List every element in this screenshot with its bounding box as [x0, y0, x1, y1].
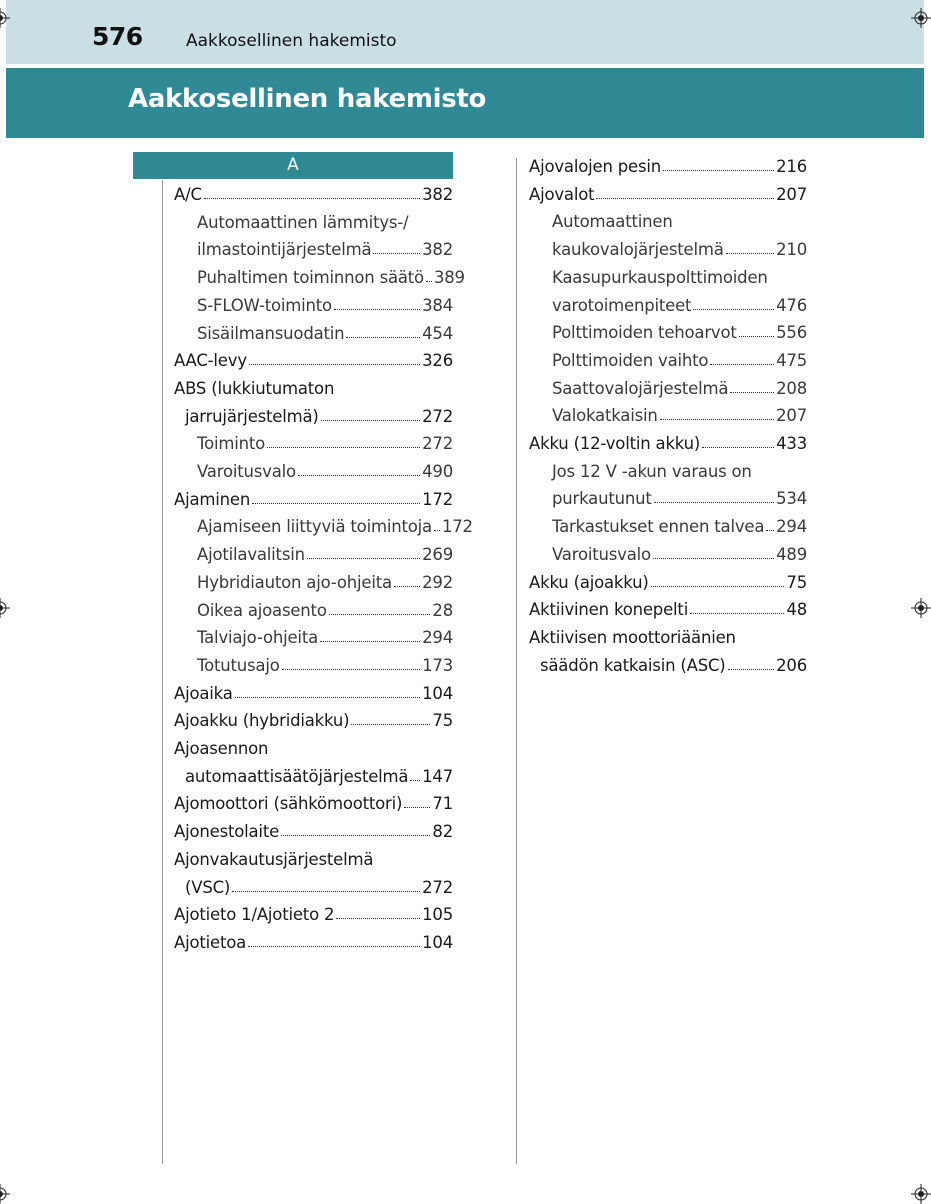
leader-dots: [730, 392, 774, 393]
index-entry: [174, 817, 453, 841]
index-entry-term: ilmastointijärjestelmä: [197, 240, 372, 260]
leader-dots: [410, 780, 420, 781]
index-entry-term: Ajamiseen liittyviä toimintoja: [197, 517, 432, 537]
index-entry-page: 269: [422, 545, 453, 565]
index-entry-page: 490: [422, 462, 453, 481]
leader-dots: [281, 835, 430, 836]
index-entry: [529, 568, 807, 592]
leader-dots: [434, 530, 440, 531]
index-entry: [185, 762, 453, 786]
index-entry-term: Aktiivinen konepelti: [529, 600, 689, 620]
index-entry: [174, 346, 453, 370]
index-entry: [197, 651, 453, 675]
index-entry-page: 272: [422, 406, 453, 426]
index-entry-term: Aktiivisen moottoriäänien: [529, 627, 736, 647]
index-entry-page: 292: [422, 572, 453, 592]
index-entry-page: 71: [432, 794, 453, 814]
leader-dots: [204, 198, 420, 199]
leader-dots: [766, 530, 774, 531]
index-entry-term: S-FLOW-toiminto: [197, 295, 332, 315]
index-entry-term: Jos 12 V -akun varaus on: [552, 461, 752, 481]
index-entry-page: 272: [422, 434, 453, 454]
index-entry: [174, 734, 453, 758]
index-entry-page: 534: [776, 489, 807, 509]
leader-dots: [394, 586, 420, 587]
registration-mark-icon: [0, 8, 10, 28]
index-entry-page: 382: [422, 185, 453, 204]
index-entry-page: 207: [776, 184, 807, 204]
index-entry-term: A/C: [174, 185, 202, 204]
index-entry-page: 210: [776, 240, 807, 260]
index-entry-term: Ajomoottori (sähkömoottori): [174, 794, 403, 814]
index-entry-term: (VSC): [185, 877, 231, 897]
registration-mark-icon: [911, 598, 931, 618]
index-entry: [529, 180, 807, 204]
leader-dots: [404, 807, 430, 808]
leader-dots: [321, 420, 420, 421]
index-entry: [174, 789, 453, 813]
section-letter-header: A: [133, 152, 453, 179]
index-entry-term: ABS (lukkiutumaton: [174, 378, 335, 398]
index-entry: [197, 263, 465, 288]
leader-dots: [693, 309, 774, 310]
leader-dots: [596, 198, 774, 199]
page-number: 576: [92, 22, 143, 51]
index-entry-term: AAC-levy: [174, 351, 247, 371]
index-entry-term: Ajaminen: [174, 489, 251, 509]
index-entry-term: Automaattinen: [552, 212, 673, 232]
index-entry: [552, 484, 807, 508]
leader-dots: [267, 447, 420, 448]
index-entry-term: Ajonvakautusjärjestelmä: [174, 849, 374, 869]
leader-dots: [282, 669, 420, 670]
index-entry-term: Ajotieto 1/Ajotieto 2: [174, 905, 335, 925]
index-entry: [185, 402, 453, 426]
index-entry: [540, 651, 807, 675]
leader-dots: [252, 503, 420, 504]
index-entry-page: 28: [432, 600, 453, 620]
index-entry: [552, 207, 807, 231]
index-entry-term: Toiminto: [197, 434, 266, 454]
index-entry-page: 105: [422, 905, 453, 925]
leader-dots: [320, 641, 420, 642]
index-entry-term: Sisäilmansuodatin: [197, 323, 345, 343]
index-entry-term: Polttimoiden vaihto: [552, 350, 709, 370]
leader-dots: [329, 614, 431, 615]
leader-dots: [298, 475, 420, 476]
leader-dots: [334, 309, 420, 310]
index-entry-page: 75: [432, 711, 453, 731]
leader-dots: [307, 558, 420, 559]
index-entry-page: 82: [432, 822, 453, 842]
index-entry: [552, 540, 807, 564]
index-entry: [529, 152, 807, 176]
index-entry-term: Ajoaika: [174, 683, 233, 703]
index-entry-term: Oikea ajoasento: [197, 600, 327, 620]
index-entry: [552, 374, 807, 398]
leader-dots: [351, 724, 430, 725]
index-entry-term: jarrujärjestelmä): [185, 406, 319, 426]
index-entry: [552, 263, 807, 287]
index-entry: [174, 706, 453, 730]
index-entry: [529, 595, 807, 619]
index-entry-term: säädön katkaisin (ASC): [540, 655, 726, 675]
leader-dots: [654, 502, 774, 503]
column-divider: [162, 180, 163, 1164]
index-entry-term: Ajoasennon: [174, 739, 269, 758]
index-entry-page: 294: [422, 628, 453, 648]
index-entry: [197, 235, 453, 259]
index-entry-term: Ajonestolaite: [174, 822, 280, 842]
leader-dots: [426, 281, 432, 282]
index-entry-page: 104: [422, 683, 453, 703]
index-entry-page: 326: [422, 351, 453, 371]
index-entry-page: 207: [776, 406, 807, 426]
index-entry-term: Polttimoiden tehoarvot: [552, 323, 737, 343]
index-entry-term: kaukovalojärjestelmä: [552, 240, 724, 260]
leader-dots: [346, 337, 420, 338]
index-entry-term: Saattovalojärjestelmä: [552, 378, 729, 398]
index-entry-page: 75: [786, 572, 807, 592]
index-entry-term: Ajotietoa: [174, 932, 247, 952]
index-entry-page: 208: [776, 378, 807, 398]
index-entry-page: 272: [422, 877, 453, 897]
leader-dots: [663, 170, 774, 171]
index-entry-page: 433: [776, 434, 807, 453]
index-entry: [174, 928, 453, 952]
index-entry: [197, 512, 473, 537]
index-entry-term: Kaasupurkauspolttimoiden: [552, 267, 768, 287]
index-entry-term: Ajovalot: [529, 184, 595, 204]
leader-dots: [248, 946, 420, 947]
index-entry-page: 382: [422, 240, 453, 260]
index-entry: [552, 512, 807, 536]
index-entry: [174, 180, 453, 204]
index-entry-term: varotoimenpiteet: [552, 295, 692, 315]
index-entry-term: Puhaltimen toiminnon säätö: [197, 268, 424, 288]
registration-mark-icon: [0, 598, 10, 618]
index-entry-term: Talviajo-ohjeita: [197, 628, 319, 648]
index-entry: [197, 596, 453, 620]
index-entry-page: 556: [776, 323, 807, 343]
leader-dots: [739, 336, 774, 337]
index-entry-page: 384: [422, 295, 453, 315]
leader-dots: [702, 447, 774, 448]
index-entry-term: automaattisäätöjärjestelmä: [185, 766, 409, 786]
index-entry-page: 173: [422, 655, 453, 675]
index-entry: [197, 429, 453, 453]
index-entry: [197, 319, 453, 343]
index-entry: [529, 623, 807, 647]
index-entry: [552, 401, 807, 425]
index-entry: [552, 346, 807, 370]
index-entry: [552, 235, 807, 259]
leader-dots: [660, 419, 774, 420]
index-entry: [174, 900, 453, 924]
leader-dots: [710, 364, 774, 365]
index-entry-term: Ajovalojen pesin: [529, 157, 662, 176]
index-entry-term: Varoitusvalo: [197, 462, 296, 481]
registration-mark-icon: [911, 8, 931, 28]
index-entry: [174, 679, 453, 703]
index-entry-term: Akku (ajoakku): [529, 572, 649, 592]
index-entry: [552, 291, 807, 315]
index-entry: [197, 568, 453, 592]
running-title: Aakkosellinen hakemisto: [186, 31, 397, 51]
registration-mark-icon: [0, 1184, 10, 1204]
index-entry-page: 172: [422, 489, 453, 509]
index-entry: [174, 374, 453, 398]
column-divider: [516, 158, 517, 1164]
registration-mark-icon: [911, 1184, 931, 1204]
index-entry: [197, 457, 453, 481]
index-entry-page: 216: [776, 157, 807, 176]
index-entry-term: Tarkastukset ennen talvea: [552, 517, 765, 537]
header-band: [6, 0, 924, 64]
index-entry: [185, 873, 453, 897]
index-entry: [197, 208, 453, 232]
leader-dots: [651, 586, 785, 587]
index-entry: [197, 540, 453, 564]
index-entry: [552, 457, 807, 481]
index-entry-page: 489: [776, 544, 807, 564]
leader-dots: [249, 364, 420, 365]
index-entry-page: 454: [422, 323, 453, 343]
index-entry: [552, 318, 807, 342]
index-entry: [197, 291, 453, 315]
leader-dots: [726, 253, 774, 254]
leader-dots: [690, 613, 784, 614]
index-entry-page: 389: [433, 268, 465, 288]
index-entry: [174, 485, 453, 509]
index-entry-term: Ajoakku (hybridiakku): [174, 711, 350, 731]
leader-dots: [232, 891, 420, 892]
index-entry-page: 475: [776, 350, 807, 370]
index-entry-page: 294: [776, 517, 807, 537]
leader-dots: [373, 253, 420, 254]
leader-dots: [336, 918, 420, 919]
index-entry-term: Hybridiauton ajo-ohjeita: [197, 572, 392, 592]
leader-dots: [653, 558, 774, 559]
index-entry-term: Valokatkaisin: [552, 406, 658, 426]
index-entry-term: Varoitusvalo: [552, 544, 651, 564]
index-entry: [529, 429, 807, 453]
index-entry-page: 147: [422, 766, 453, 786]
leader-dots: [728, 669, 775, 670]
index-entry: [174, 845, 453, 869]
index-entry-term: purkautunut: [552, 489, 652, 509]
index-entry-term: Automaattinen lämmitys-/: [197, 212, 409, 232]
index-entry-term: Ajotilavalitsin: [197, 545, 305, 565]
index-entry: [197, 623, 453, 647]
leader-dots: [235, 697, 420, 698]
page-title: Aakkosellinen hakemisto: [128, 84, 487, 114]
index-entry-term: Totutusajo: [197, 655, 280, 675]
index-entry-page: 104: [422, 932, 453, 952]
index-entry-page: 476: [776, 295, 807, 315]
index-entry-page: 48: [786, 600, 807, 620]
index-entry-page: 206: [776, 655, 807, 675]
index-entry-page: 172: [441, 517, 473, 537]
index-entry-term: Akku (12-voltin akku): [529, 434, 701, 453]
